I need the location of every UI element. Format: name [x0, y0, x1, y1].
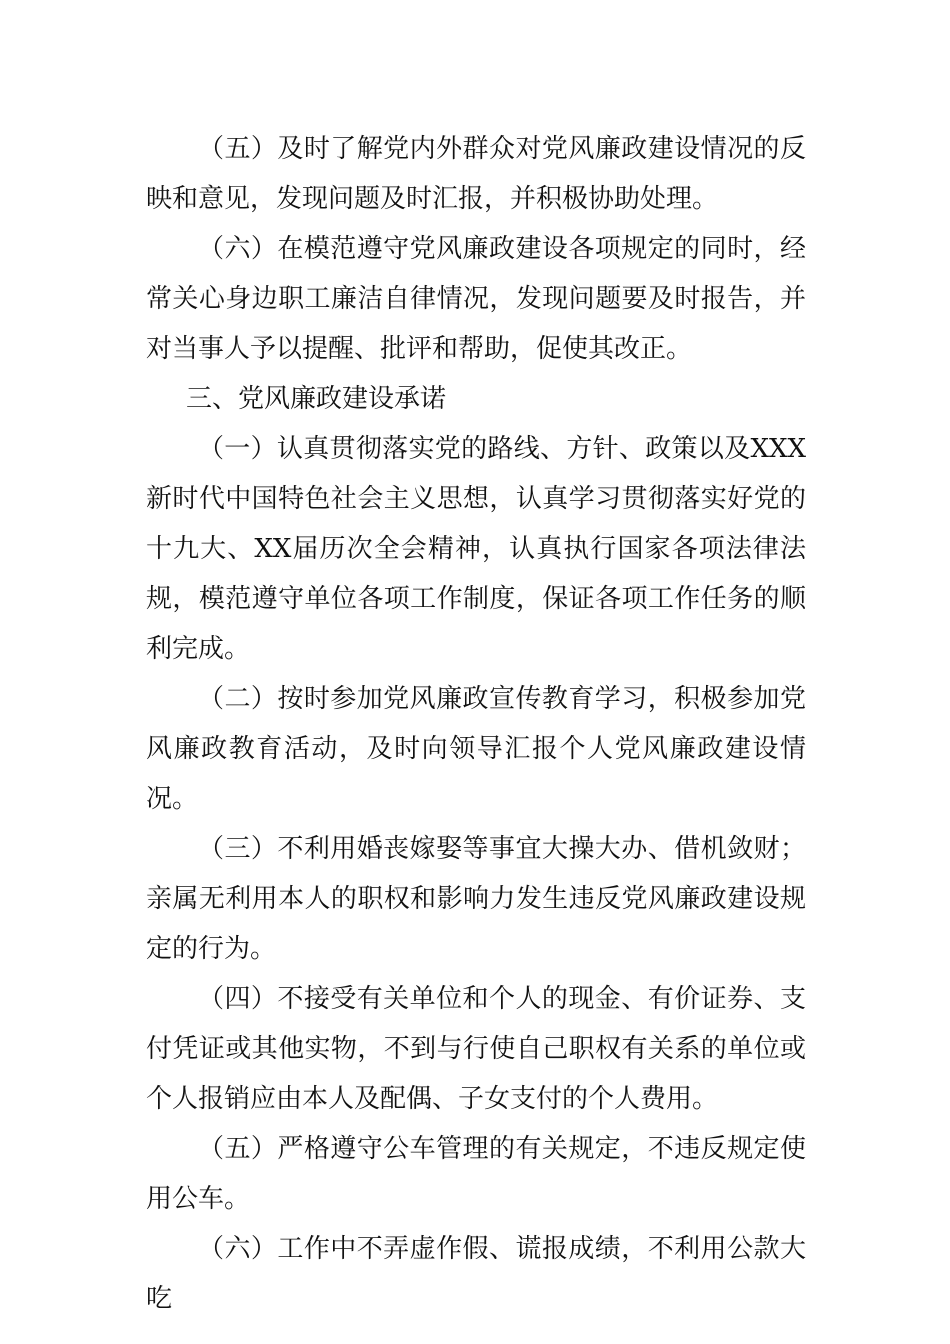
- paragraph-five-official-cars: （五）严格遵守公车管理的有关规定，不违反规定使用公车。: [146, 1134, 806, 1214]
- paragraph-two-education: （二）按时参加党风廉政宣传教育学习，积极参加党风廉政教育活动，及时向领导汇报个人党风廉政建设情况。: [146, 684, 806, 814]
- section-heading-commitment: 三、党风廉政建设承诺: [186, 384, 447, 414]
- paragraph-one-implement-policy: （一）认真贯彻落实党的路线、方针、政策以及XXX新时代中国特色社会主义思想，认真学习贯彻落实好党的十九大、XX届历次全会精神，认真执行国家各项法律法规，模范遵守单位各项工作制度，保证各项工作任务的顺利完成。: [146, 434, 806, 664]
- document-body: [146, 124, 806, 1324]
- paragraph-six-care-colleagues: （六）在模范遵守党风廉政建设各项规定的同时，经常关心身边职工廉洁自律情况，发现问题要及时报告，并对当事人予以提醒、批评和帮助，促使其改正。: [146, 234, 806, 364]
- paragraph-three-ceremonies: （三）不利用婚丧嫁娶等事宜大操大办、借机敛财；亲属无利用本人的职权和影响力发生违反党风廉政建设规定的行为。: [146, 834, 806, 964]
- paragraph-four-gifts: （四）不接受有关单位和个人的现金、有价证券、支付凭证或其他实物，不到与行使自己职权有关系的单位或个人报销应由本人及配偶、子女支付的个人费用。: [146, 984, 806, 1114]
- paragraph-five-feedback: （五）及时了解党内外群众对党风廉政建设情况的反映和意见，发现问题及时汇报，并积极协助处理。: [146, 134, 806, 214]
- paragraph-six-no-falsification: （六）工作中不弄虚作假、谎报成绩，不利用公款大吃: [146, 1234, 806, 1314]
